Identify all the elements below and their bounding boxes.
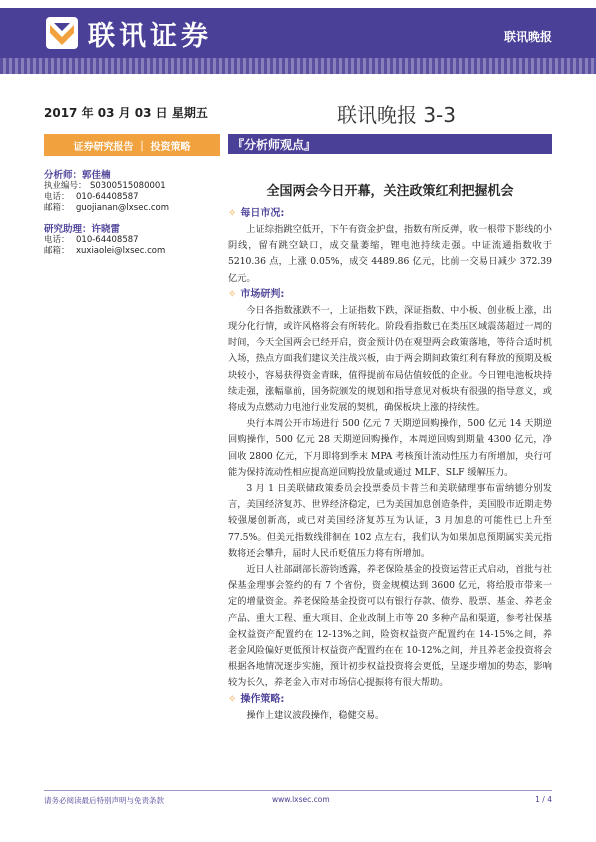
logo-text: 联讯证券 — [88, 20, 212, 52]
analyst-row: 电话： 010-64408587 — [44, 192, 139, 202]
footer-divider — [44, 790, 552, 791]
assistant-email-link[interactable]: xuxiaolei@lxsec.com — [76, 246, 166, 256]
footer-disclaimer: 请务必阅读最后特别声明与免责条款 — [44, 796, 164, 805]
paragraph: 操作上建议波段操作，稳健交易。 — [246, 709, 385, 721]
article-headline: 全国两会今日开幕，关注政策红利把握机会 — [266, 184, 514, 199]
analyst-name: 分析师：郭佳楠 — [44, 170, 111, 181]
analyst-email-link[interactable]: guojianan@lxsec.com — [76, 203, 169, 213]
section-daily: ✧ 每日市况: — [228, 206, 552, 222]
left-column — [44, 134, 220, 257]
category-bar: 证券研究报告 ｜ 投资策略 — [44, 134, 220, 156]
footer-website-link[interactable]: www.lxsec.com — [272, 795, 330, 804]
analyst-view-bar: 『分析师观点』 — [228, 134, 552, 154]
page-header — [0, 0, 596, 74]
assistant-name: 研究助理：许晓雷 — [44, 224, 121, 235]
header-report-name: 联讯晚报 — [503, 30, 552, 44]
page-title: 联讯晚报 3-3 — [336, 103, 456, 127]
company-logo — [44, 14, 264, 52]
paragraph: 上证综指跳空低开，下午有资金护盘，指数有所反弹，收一根带下影线的小阴线，留有跳空缺口，成交量萎缩，锂电池持续走强。中证流通指数收于 5210.36 点，上涨 0.05%，成交 4489.86 亿元，比前一交易日减少 372.39 亿元。 — [228, 224, 552, 284]
page-number: 1 / 4 — [535, 795, 552, 804]
paragraph: 今日各指数涨跌不一，上证指数下跌，深证指数、中小板、创业板上涨，出现分化行情，或许风格将会有所转化。阶段看指数已在类压区域震荡超过一周的时间，今天全国两会已经开启，资金预计仍在观望两会政策落地，等待合适时机入场，热点方面我们建议关注战兴板，由于两会期间政策红利有释放的预期及板块较小，容易获得资金青睐，值得提前布局估值较低的企业。今日锂电池板块持续走强，涨幅靠前，国务院颁发的规划和指导意见对板块有很强的指导意义，或将成为点燃动力电池行业发展的契机，确保板块上涨的持续性。 — [228, 304, 552, 414]
logo-mark-icon — [44, 15, 80, 51]
report-date: 2017 年 03 月 03 日 星期五 — [44, 106, 208, 120]
analyst-row: 执业编号： S0300515080001 — [44, 181, 166, 191]
paragraph: 近日人社部副部长游钧透露，养老保险基金的投资运营正式启动，首批与社保基金理事会签约的有 7 个省份，资金规模达到 3600 亿元，将给股市带来一定的增量资金。养老保险基金投资可以有银行存款、债券、股票、基金、养老金产品、重大工程、重大项目、企业改制上市等 20 多种产品和渠道，参考社保基金权益资产配置约在 12-13%之间，险资权益资产配置约在 14-15%之间，养老金风险偏好更低预计权益资产配置约在在 10-12%之间，并且养老金投资将会根据各地情况逐步实施，预计初步权益投资将会更低，呈逐步增加的势态，影响较为长久，养老金入市对市场信心提振将有很大帮助。 — [228, 564, 552, 689]
diamond-bullet-icon: ✧ — [228, 208, 237, 219]
diamond-bullet-icon: ✧ — [228, 288, 237, 300]
article-body — [228, 206, 552, 724]
header-stripe — [0, 58, 596, 74]
paragraph: 央行本周公开市场进行 500 亿元 7 天期逆回购操作，500 亿元 14 天期逆回购操作，500 亿元 28 天期逆回购操作，本周逆回购到期量 4300 亿元，净回收 2800 亿元，下月即将到季末 MPA 考核预计流动性压力有所增加，央行可能为保持流动性相应提高逆回购投放量或通过 MLF、SLF 缓解压力。 — [228, 418, 552, 478]
paragraph: 3 月 1 日美联储政策委员会投票委员卡普兰和美联储理事布雷纳德分别发言，美国经济复苏、世界经济稳定，已为美国加息创造条件，美国股市近期走势较强屡创新高，或已对美国经济复苏互为认证，3 月加息的可能性已上升至 77.5%。但美元指数线徘徊在 102 点左右，我们认为如果加息预期属实美元指数将还会攀升，届时人民币贬值压力将有所增加。 — [228, 483, 552, 559]
section-research: ✧ 市场研判: — [228, 287, 552, 303]
diamond-bullet-icon: ✧ — [228, 693, 237, 705]
analyst-info — [44, 170, 220, 214]
assistant-row: 邮箱： xuxiaolei@lxsec.com — [44, 246, 166, 256]
analyst-row: 邮箱： guojianan@lxsec.com — [44, 203, 169, 213]
assistant-info — [44, 224, 220, 257]
section-strategy: ✧ 操作策略: — [228, 692, 552, 708]
assistant-row: 电话： 010-64408587 — [44, 235, 139, 245]
